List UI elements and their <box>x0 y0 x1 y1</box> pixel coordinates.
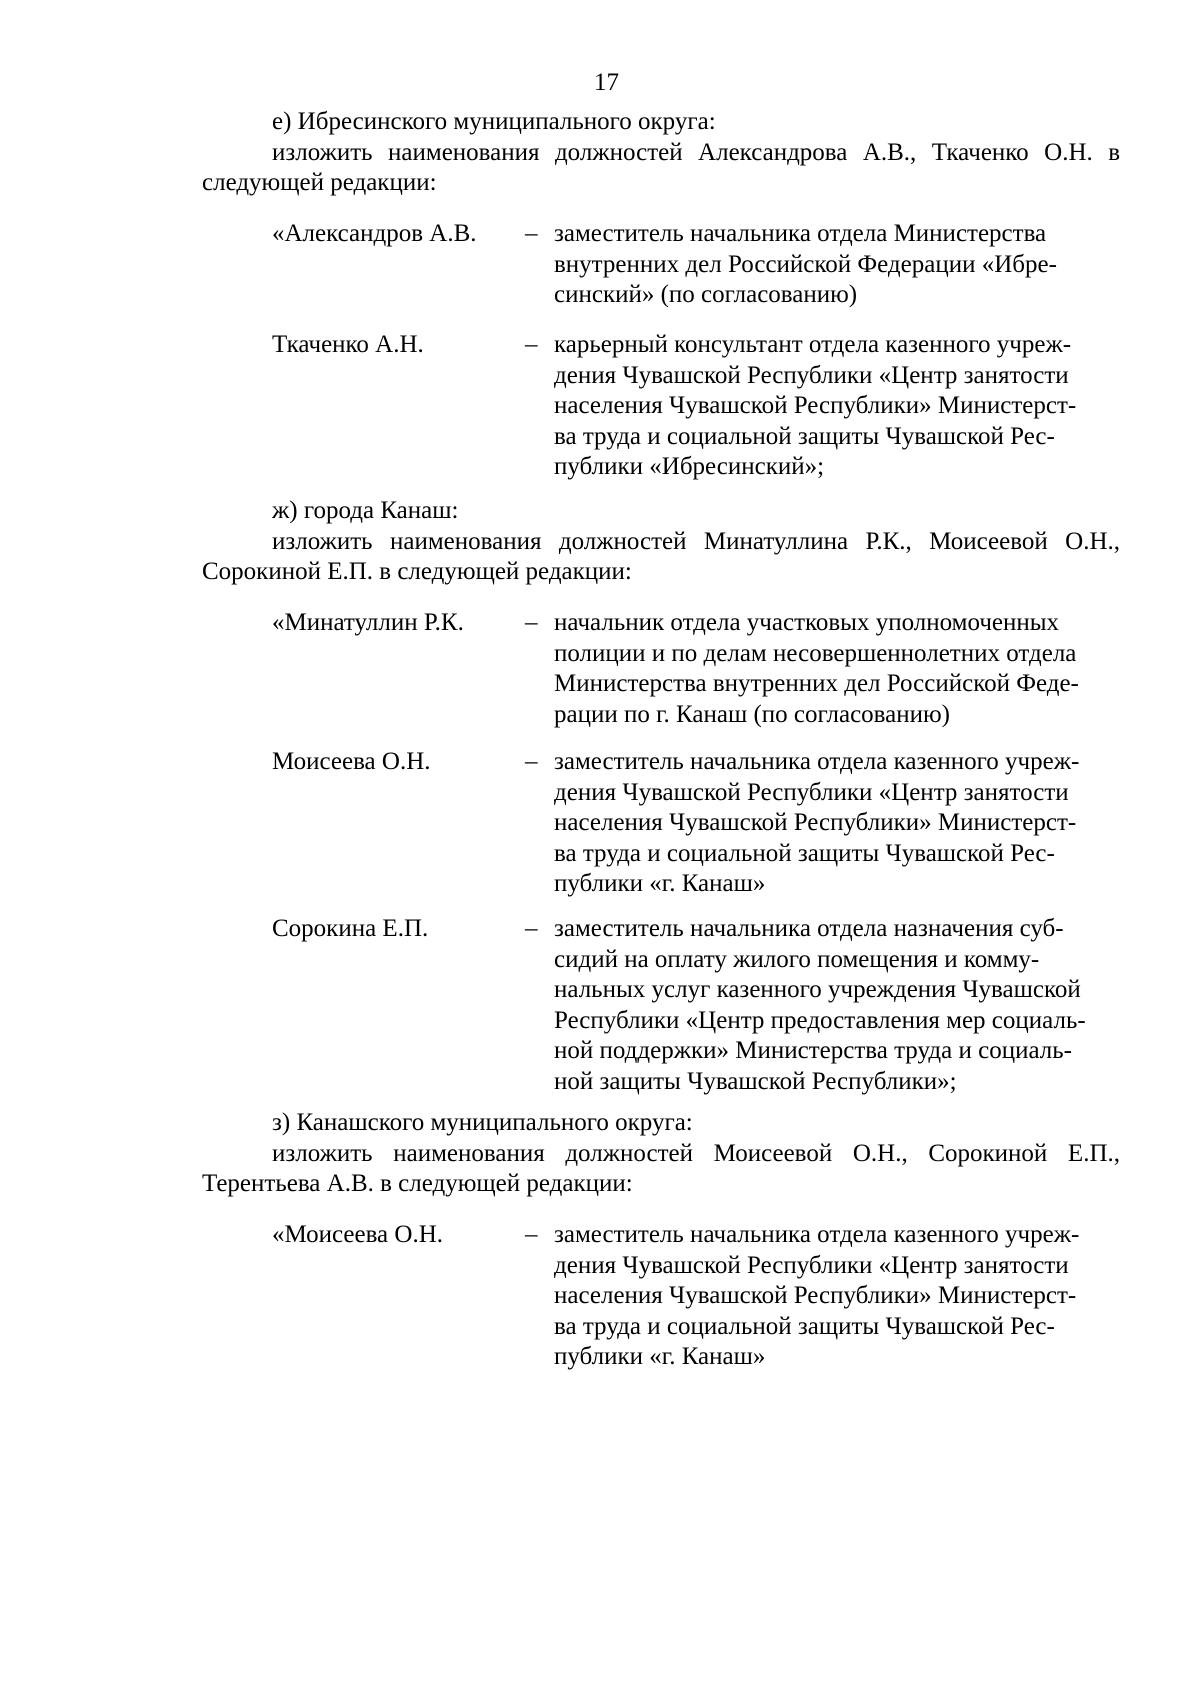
entry-description <box>554 330 1120 483</box>
desc-line: заместитель начальника отдела казенного учреж- <box>554 748 1080 775</box>
desc-line: ной защиты Чувашской Республики»; <box>554 1067 957 1095</box>
entry-name: «Моисеева О.Н. <box>272 1221 444 1248</box>
entry-name: Моисеева О.Н. <box>272 748 431 775</box>
section-title: ж) города Канаш: <box>272 497 459 524</box>
desc-line: синский» (по согласованию) <box>554 281 858 308</box>
entry-dash: – <box>525 609 538 636</box>
desc-line: населения Чувашской Республики» Министерст- <box>554 1282 1077 1309</box>
desc-line: заместитель начальника отдела назначения суб- <box>554 915 1064 942</box>
desc-line: ва труда и социальной защиты Чувашской Рес- <box>554 1312 1055 1340</box>
desc-line: дения Чувашской Республики «Центр занятости <box>554 1251 1069 1279</box>
desc-line: населения Чувашской Республики» Министерст- <box>554 392 1077 419</box>
entry-description <box>554 608 1120 730</box>
entry-description <box>554 914 1120 1097</box>
desc-line: Республики «Центр предоставления мер социаль- <box>554 1006 1086 1034</box>
desc-line: рации по г. Канаш (по согласованию) <box>554 700 950 728</box>
section-instruction: изложить наименования должностей Минатуллина Р.К., Моисеевой О.Н., Сорокиной Е.П. в следующей редакции: <box>202 527 1120 585</box>
entry-name: «Александров А.В. <box>272 220 477 247</box>
desc-line: дения Чувашской Республики «Центр занятости <box>554 778 1069 806</box>
entry-description <box>554 219 1120 311</box>
entry-name: Сорокина Е.П. <box>272 915 429 942</box>
entry-name: Ткаченко А.Н. <box>272 331 424 358</box>
desc-line: начальник отдела участковых уполномоченных <box>554 609 1060 636</box>
desc-line: сидий на оплату жилого помещения и комму- <box>554 945 1040 973</box>
desc-line: публики «г. Канаш» <box>554 870 766 897</box>
entry-description <box>554 1220 1120 1373</box>
page-number: 17 <box>594 69 619 96</box>
desc-line: публики «г. Канаш» <box>554 1343 766 1370</box>
desc-line: нальных услуг казенного учреждения Чувашской <box>554 976 1081 1003</box>
desc-line: Министерства внутренних дел Российской Феде- <box>554 670 1079 697</box>
entry-dash: – <box>525 331 538 358</box>
entry-dash: – <box>525 748 538 775</box>
desc-line: населения Чувашской Республики» Министерст- <box>554 809 1077 836</box>
section-zh <box>202 496 1120 588</box>
desc-line: заместитель начальника отдела казенного учреж- <box>554 1221 1080 1248</box>
entry-dash: – <box>525 1221 538 1248</box>
desc-line: карьерный консультант отдела казенного учреж- <box>554 331 1072 358</box>
section-z <box>202 1108 1120 1200</box>
desc-line: внутренних дел Российской Федерации «Ибре- <box>554 250 1057 278</box>
desc-line: полиции и по делам несовершеннолетних отдела <box>554 639 1077 667</box>
desc-line: ва труда и социальной защиты Чувашской Рес- <box>554 422 1055 450</box>
section-e <box>202 107 1120 199</box>
section-instruction: изложить наименования должностей Александрова А.В., Ткаченко О.Н. в следующей редакции: <box>202 138 1120 196</box>
desc-line: заместитель начальника отдела Министерства <box>554 220 1047 247</box>
section-title: е) Ибресинского муниципального округа: <box>272 108 716 135</box>
desc-line: ной поддержки» Министерства труда и социаль- <box>554 1037 1072 1064</box>
desc-line: публики «Ибресинский»; <box>554 453 825 480</box>
entry-name: «Минатуллин Р.К. <box>272 609 464 636</box>
section-title: з) Канашского муниципального округа: <box>272 1109 693 1136</box>
desc-line: дения Чувашской Республики «Центр занятости <box>554 361 1069 389</box>
section-instruction: изложить наименования должностей Моисеевой О.Н., Сорокиной Е.П., Терентьева А.В. в следующей редакции: <box>202 1139 1120 1197</box>
entry-description <box>554 747 1120 900</box>
desc-line: ва труда и социальной защиты Чувашской Рес- <box>554 839 1055 867</box>
entry-dash: – <box>525 915 538 942</box>
entry-dash: – <box>525 220 538 247</box>
